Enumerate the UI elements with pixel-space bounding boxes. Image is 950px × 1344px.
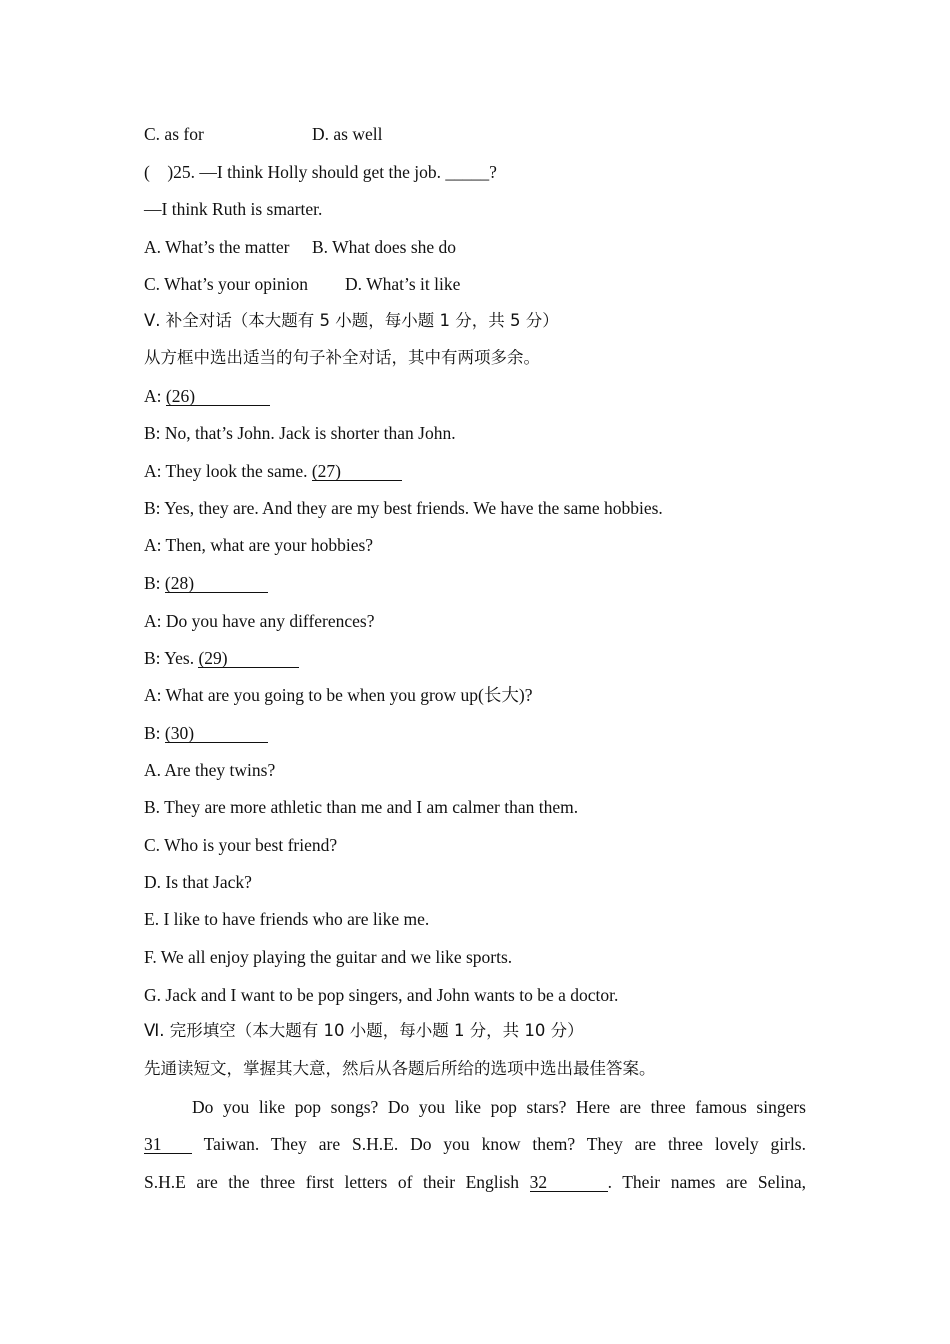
choice-a: A. Are they twins? <box>144 760 276 780</box>
dialogue-speaker: A: <box>144 386 166 406</box>
choice-f: F. We all enjoy playing the guitar and we like sports. <box>144 947 513 967</box>
q25-stem-blank: _____ <box>445 162 490 182</box>
section5-heading: Ⅴ. 补全对话（本大题有 5 小题，每小题 1 分，共 5 分） <box>144 311 559 330</box>
choice-g: G. Jack and I want to be pop singers, and John wants to be a doctor. <box>144 985 619 1005</box>
q25-option-d: D. What’s it like <box>345 274 461 294</box>
passage-line-2-text: Taiwan. They are S.H.E. Do you know them? They are three lovely girls. <box>203 1134 806 1154</box>
passage-line-2 <box>144 1133 806 1155</box>
q25-stem <box>144 161 497 183</box>
passage-line-1: Do you like pop songs? Do you like pop stars? Here are three famous singers <box>192 1097 806 1117</box>
choice-c: C. Who is your best friend? <box>144 835 338 855</box>
q24-option-c: C. as for <box>144 124 204 144</box>
q25-option-b: B. What does she do <box>312 237 457 257</box>
answer-blank-29[interactable]: (29) <box>198 649 299 668</box>
answer-blank-27[interactable]: (27) <box>312 462 402 481</box>
q25-reply: —I think Ruth is smarter. <box>144 199 323 219</box>
answer-blank-28[interactable]: (28) <box>165 574 268 593</box>
answer-blank-31[interactable]: 31 <box>144 1135 192 1154</box>
q24-option-d: D. as well <box>312 124 383 144</box>
choice-d: D. Is that Jack? <box>144 872 252 892</box>
dialogue-line-30 <box>144 722 268 744</box>
dialogue-line-29 <box>144 647 299 669</box>
dialogue-text: A: They look the same. <box>144 461 312 481</box>
passage-line-3 <box>144 1171 806 1193</box>
section6-heading: Ⅵ. 完形填空（本大题有 10 小题，每小题 1 分，共 10 分） <box>144 1021 584 1040</box>
dialogue-line: B: No, that’s John. Jack is shorter than John. <box>144 423 456 443</box>
q25-stem-suffix: ? <box>489 162 497 182</box>
dialogue-line-28 <box>144 572 268 594</box>
passage-line-3-end: . Their names are Selina, <box>607 1172 806 1192</box>
answer-blank-26[interactable]: (26) <box>166 387 270 406</box>
section6-instruction: 先通读短文，掌握其大意，然后从各题后所给的选项中选出最佳答案。 <box>144 1059 656 1078</box>
dialogue-line: A: Then, what are your hobbies? <box>144 535 374 555</box>
q25-option-a: A. What’s the matter <box>144 237 290 257</box>
choice-b: B. They are more athletic than me and I am calmer than them. <box>144 797 579 817</box>
dialogue-text: B: Yes. <box>144 648 199 668</box>
section5-instruction: 从方框中选出适当的句子补全对话，其中有两项多余。 <box>144 348 540 367</box>
dialogue-speaker: B: <box>144 573 165 593</box>
answer-blank-30[interactable]: (30) <box>165 724 268 743</box>
q25-stem-text: ( )25. —I think Holly should get the job. <box>144 162 446 182</box>
dialogue-line: A: Do you have any differences? <box>144 611 375 631</box>
dialogue-line-26 <box>144 385 270 407</box>
dialogue-line-27 <box>144 460 402 482</box>
answer-blank-32[interactable]: 32 <box>530 1173 608 1192</box>
q25-option-c: C. What’s your opinion <box>144 274 308 294</box>
choice-e: E. I like to have friends who are like me. <box>144 909 430 929</box>
dialogue-speaker: B: <box>144 723 165 743</box>
dialogue-line: A: What are you going to be when you grow up(长大)? <box>144 685 533 705</box>
dialogue-line: B: Yes, they are. And they are my best friends. We have the same hobbies. <box>144 498 663 518</box>
passage-line-3-text: S.H.E are the three first letters of their English <box>144 1172 520 1192</box>
